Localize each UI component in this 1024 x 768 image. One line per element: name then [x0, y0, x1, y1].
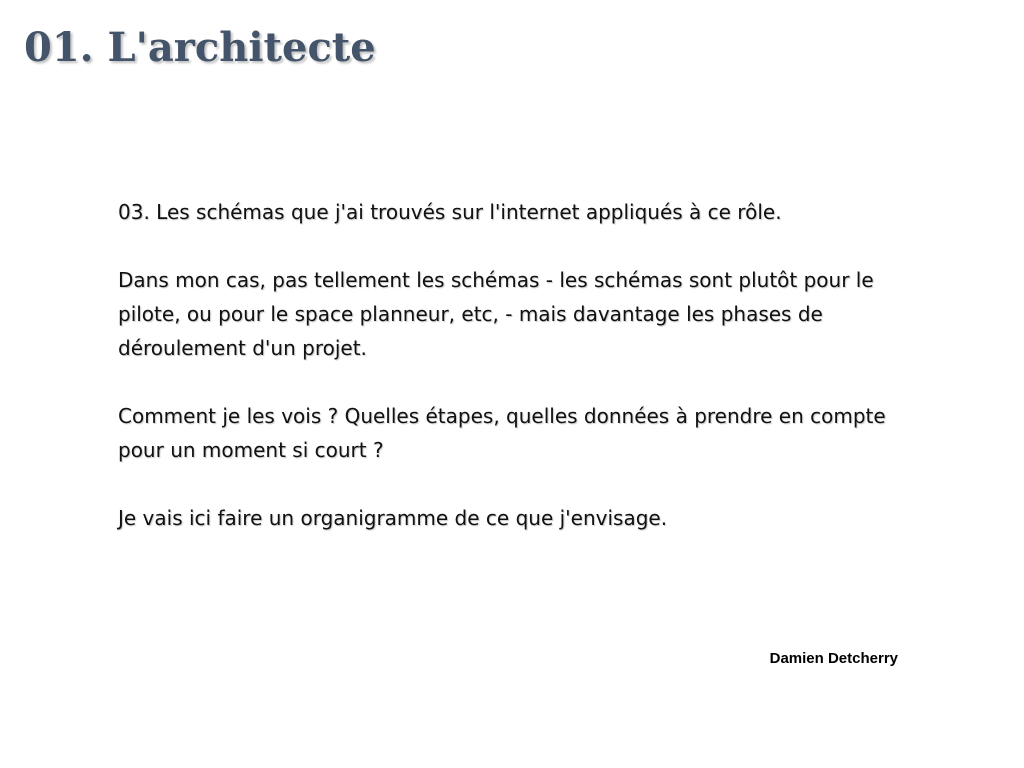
slide-title: 01. L'architecte — [24, 24, 376, 71]
slide-body — [118, 195, 918, 535]
body-paragraph-2: Dans mon cas, pas tellement les schémas - les schémas sont plutôt pour le pilote, ou pour le space planneur, etc, - mais davantage les phases de déroulement d'un projet. — [118, 268, 874, 360]
author-name: Damien Detcherry — [769, 650, 898, 667]
body-paragraph-4: Je vais ici faire un organigramme de ce que j'envisage. — [118, 506, 668, 530]
body-paragraph-3: Comment je les vois ? Quelles étapes, quelles données à prendre en compte pour un moment si court ? — [118, 404, 886, 462]
body-paragraph-1: 03. Les schémas que j'ai trouvés sur l'internet appliqués à ce rôle. — [118, 200, 782, 224]
